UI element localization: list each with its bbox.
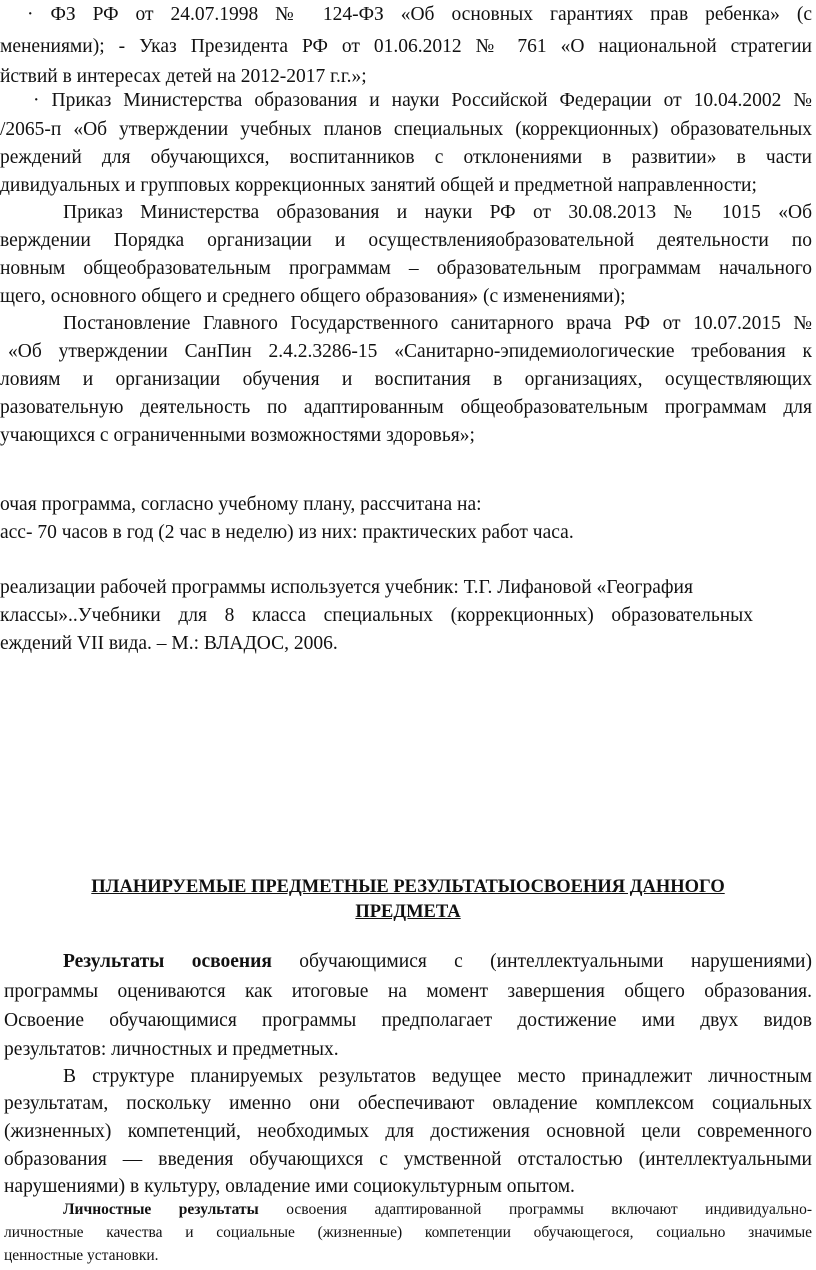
text-line: результатов: личностных и предметных. bbox=[4, 1039, 339, 1060]
text-line: программы оцениваются как итоговые на момент завершения общего образования. bbox=[4, 981, 812, 1002]
text-line: «Об утверждении СанПин 2.4.2.3286-15 «Санитарно-эпидемиологические требования к bbox=[8, 341, 812, 362]
text-line: В структуре планируемых результатов ведущее место принадлежит личностным bbox=[63, 1066, 812, 1087]
text-line: учающихся с ограниченными возможностями здоровья»; bbox=[0, 425, 475, 446]
section-heading: ПРЕДМЕТА bbox=[355, 902, 461, 922]
text-line: личностные качества и социальные (жизненные) компетенции обучающегося, социально значимые bbox=[4, 1224, 812, 1241]
text-line: образования — введения обучающихся с умственной отсталостью (интеллектуальными bbox=[4, 1149, 812, 1170]
text-line: очая программа, согласно учебному плану, рассчитана на: bbox=[0, 494, 482, 515]
bold-term: Личностные результаты bbox=[63, 1201, 259, 1218]
text-line: ловиям и организации обучения и воспитания в организациях, осуществляющих bbox=[0, 369, 812, 390]
text-line: новным общеобразовательным программам – образовательным программам начального bbox=[0, 258, 812, 279]
text-line: (жизненных) компетенций, необходимых для достижения основной цели современного bbox=[4, 1121, 812, 1142]
section-heading: ПЛАНИРУЕМЫЕ ПРЕДМЕТНЫЕ РЕЗУЛЬТАТЫОСВОЕНИЯ ДАННОГО bbox=[91, 877, 725, 897]
text-run: освоения адаптированной программы включают индивидуально- bbox=[258, 1201, 812, 1218]
bold-term: Результаты освоения bbox=[63, 951, 272, 972]
text-line bbox=[63, 949, 812, 975]
text-line: Освоение обучающимися программы предполагает достижение ими двух видов bbox=[4, 1010, 812, 1031]
text-line: йствий в интересах детей на 2012-2017 г.г.»; bbox=[0, 66, 367, 87]
text-line: ценностные установки. bbox=[4, 1247, 159, 1264]
text-line: реализации рабочей программы используется учебник: Т.Г. Лифановой «География bbox=[0, 577, 693, 598]
text-line: верждении Порядка организации и осуществленияобразовательной деятельности по bbox=[0, 230, 812, 251]
text-line: менениями); - Указ Президента РФ от 01.06.2012 № 761 «О национальной стратегии bbox=[0, 36, 812, 57]
text-line: дивидуальных и групповых коррекционных занятий общей и предметной направленности; bbox=[0, 175, 757, 196]
text-line: · Приказ Министерства образования и науки Российской Федерации от 10.04.2002 № bbox=[33, 90, 812, 111]
text-line: еждений VII вида. – М.: ВЛАДОС, 2006. bbox=[0, 633, 338, 654]
text-line: · ФЗ РФ от 24.07.1998 № 124-ФЗ «Об основных гарантиях прав ребенка» (с bbox=[27, 4, 812, 25]
text-line: разовательную деятельность по адаптированным общеобразовательным программам для bbox=[0, 397, 812, 418]
text-line: Постановление Главного Государственного санитарного врача РФ от 10.07.2015 № bbox=[63, 313, 812, 334]
text-line: асс- 70 часов в год (2 час в неделю) из них: практических работ часа. bbox=[0, 522, 574, 543]
text-run: обучающимися с (интеллектуальными нарушениями) bbox=[271, 951, 812, 972]
text-line: Приказ Министерства образования и науки РФ от 30.08.2013 № 1015 «Об bbox=[63, 202, 812, 223]
text-line: щего, основного общего и среднего общего образования» (с изменениями); bbox=[0, 286, 626, 307]
text-line: /2065-п «Об утверждении учебных планов специальных (коррекционных) образовательных bbox=[0, 119, 812, 140]
text-line: нарушениями) в культуру, овладение ими социокультурным опытом. bbox=[4, 1176, 575, 1197]
text-line: классы»..Учебники для 8 класса специальных (коррекционных) образовательных bbox=[0, 605, 753, 626]
text-line bbox=[63, 1199, 812, 1221]
text-line: результатам, поскольку именно они обеспечивают овладение комплексом социальных bbox=[4, 1093, 812, 1114]
text-line: реждений для обучающихся, воспитанников с отклонениями в развитии» в части bbox=[0, 147, 812, 168]
